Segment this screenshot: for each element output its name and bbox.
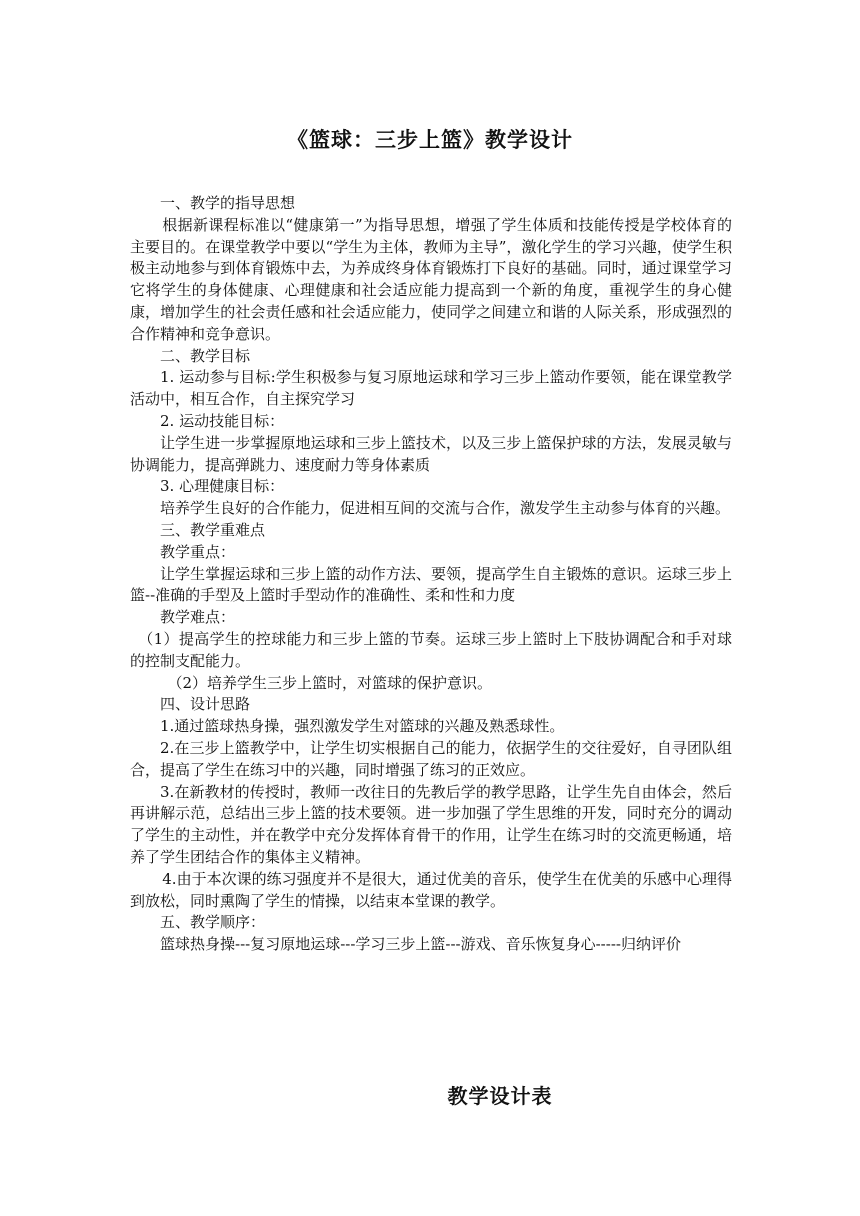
goal-3-heading: 3. 心理健康目标： xyxy=(160,477,285,496)
key-points-heading: 教学重点： xyxy=(160,542,236,561)
document-title: 《篮球：三步上篮》教学设计 xyxy=(287,127,573,152)
section5-heading: 五、教学顺序： xyxy=(160,913,266,932)
design-idea-3: 3.在新教材的传授时，教师一改往日的先教后学的教学思路，让学生先自由体会，然后再讲解示范，总结出三步上篮的技术要领。进一步加强了学生思维的开发，同时充分的调动了学生的主动性，并在教学中充分发挥体育骨干的作用，让学生在练习时的交流更畅通，培养了学生团结合作的集体主义精神。 xyxy=(130,782,732,866)
section3-heading: 三、教学重难点 xyxy=(160,520,266,539)
section1-paragraph: 根据新课程标准以“健康第一”为指导思想，增强了学生体质和技能传授是学校体育的主要目的。在课堂教学中要以“学生为主体，教师为主导”，激化学生的学习兴趣，使学生积极主动地参与到体育锻炼中去，为养成终身体育锻炼打下良好的基础。同时，通过课堂学习它将学生的身体健康、心理健康和社会适应能力提高到一个新的角度，重视学生的身心健康，增加学生的社会责任感和社会适应能力，使同学之间建立和谐的人际关系，形成强烈的合作精神和竞争意识。 xyxy=(130,215,732,343)
goal-2-heading: 2. 运动技能目标： xyxy=(160,411,285,430)
goal-1: 1. 运动参与目标:学生积极参与复习原地运球和学习三步上篮动作要领，能在课堂教学活动中，相互合作，自主探究学习 xyxy=(130,368,732,409)
goal-2-body: 让学生进一步掌握原地运球和三步上篮技术，以及三步上篮保护球的方法，发展灵敏与协调能力，提高弹跳力、速度耐力等身体素质 xyxy=(130,433,732,474)
difficulty-item-1: （1）提高学生的控球能力和三步上篮的节奏。运球三步上篮时上下肢协调配合和手对球的控制支配能力。 xyxy=(130,629,732,670)
key-points-body: 让学生掌握运球和三步上篮的动作方法、要领，提高学生自主锻炼的意识。运球三步上篮--准确的手型及上篮时手型动作的准确性、柔和性和力度 xyxy=(130,564,732,605)
document-body xyxy=(130,193,732,956)
section4-heading: 四、设计思路 xyxy=(160,695,251,714)
table-title: 教学设计表 xyxy=(447,1084,553,1108)
section1-heading: 一、教学的指导思想 xyxy=(160,194,296,212)
design-idea-4: 4.由于本次课的练习强度并不是很大，通过优美的音乐，使学生在优美的乐感中心理得到放松，同时熏陶了学生的情操，以结束本堂课的教学。 xyxy=(130,869,732,910)
design-idea-1: 1.通过篮球热身操，强烈激发学生对篮球的兴趣及熟悉球性。 xyxy=(160,717,565,736)
design-idea-2: 2.在三步上篮教学中，让学生切实根据自己的能力，依据学生的交往爱好，自寻团队组合，提高了学生在练习中的兴趣，同时增强了练习的正效应。 xyxy=(130,738,732,779)
section2-heading: 二、教学目标 xyxy=(160,346,251,365)
difficulty-item-2: （2）培养学生三步上篮时，对篮球的保护意识。 xyxy=(167,673,493,692)
goal-3-body: 培养学生良好的合作能力，促进相互间的交流与合作，激发学生主动参与体育的兴趣。 xyxy=(160,499,731,518)
teaching-sequence: 篮球热身操---复习原地运球---学习三步上篮---游戏、音乐恢复身心-----归纳评价 xyxy=(160,935,681,954)
difficulty-heading: 教学难点： xyxy=(160,608,236,627)
